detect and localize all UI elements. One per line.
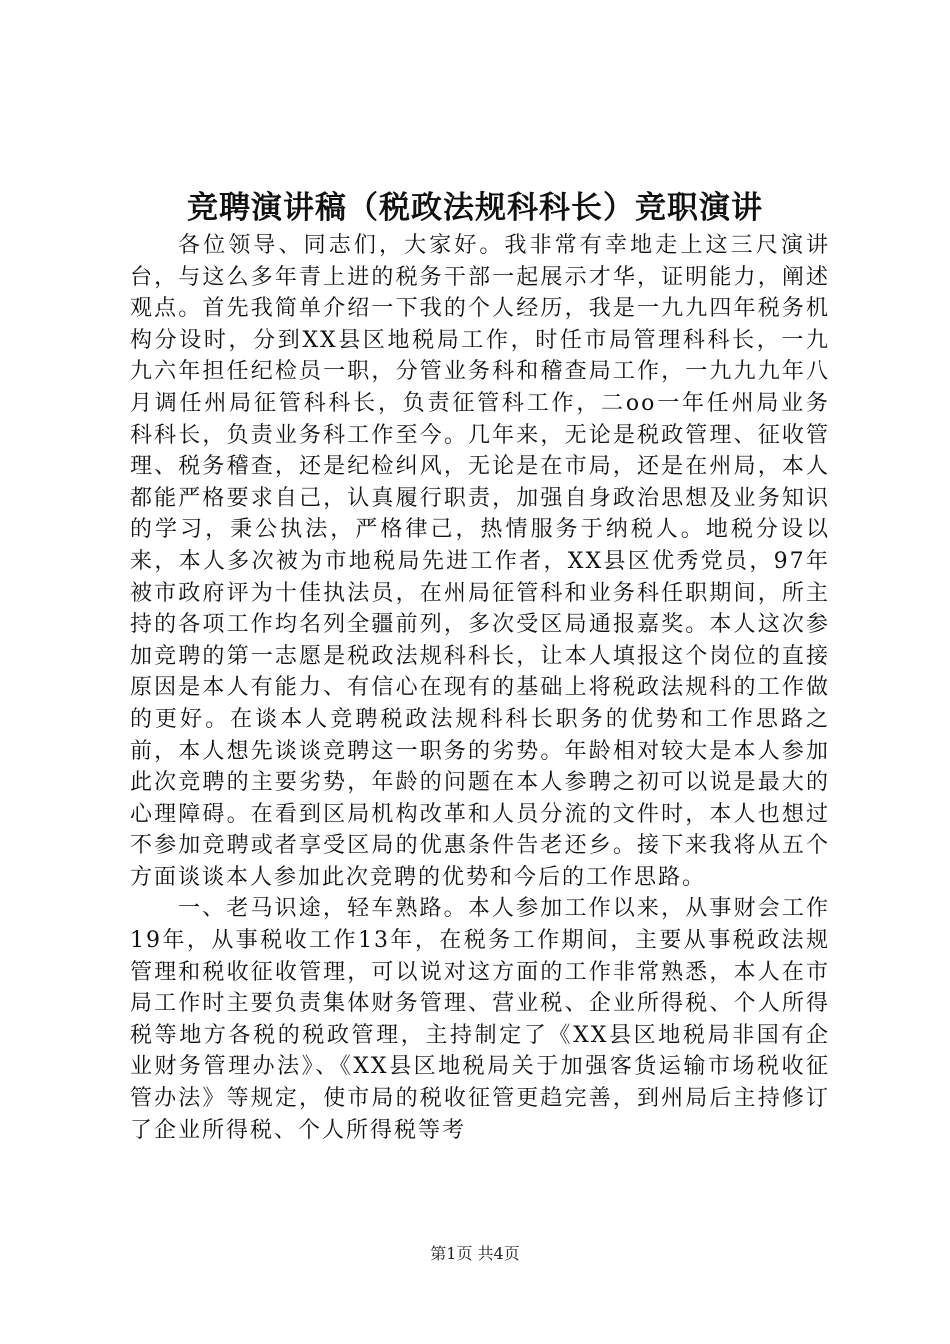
- paragraph-intro: 各位领导、同志们，大家好。我非常有幸地走上这三尺演讲台，与这么多年青上进的税务干部一起展示才华，证明能力，阐述观点。首先我简单介绍一下我的个人经历，我是一九九四年税务机构分设时，分到XX县区地税局工作，时任市局管理科科长，一九九六年担任纪检员一职，分管业务科和稽查局工作，一九九九年八月调任州局征管科科长，负责征管科工作，二oo一年任州局业务科科长，负责业务科工作至今。几年来，无论是税政管理、征收管理、税务稽查，还是纪检纠风，无论是在市局，还是在州局，本人都能严格要求自己，认真履行职责，加强自身政治思想及业务知识的学习，秉公执法，严格律己，热情服务于纳税人。地税分设以来，本人多次被为市地税局先进工作者，XX县区优秀党员，97年被市政府评为十佳执法员，在州局征管科和业务科任职期间，所主持的各项工作均名列全疆前列，多次受区局通报嘉奖。本人这次参加竞聘的第一志愿是税政法规科科长，让本人填报这个岗位的直接原因是本人有能力、有信心在现有的基础上将税政法规科的工作做的更好。在谈本人竞聘税政法规科科长职务的优势和工作思路之前，本人想先谈谈竞聘这一职务的劣势。年龄相对较大是本人参加此次竞聘的主要劣势，年龄的问题在本人参聘之初可以说是最大的心理障碍。在看到区局机构改革和人员分流的文件时，本人也想过不参加竞聘或者享受区局的优惠条件告老还乡。接下来我将从五个方面谈谈本人参加此次竞聘的优势和今后的工作思路。: [130, 233, 830, 890]
- document-body: [130, 230, 830, 1146]
- page-footer: 第1页 共4页: [430, 1244, 520, 1263]
- document-title: 竞聘演讲稿（税政法规科科长）竞职演讲: [187, 190, 763, 226]
- paragraph-point-one: 一、老马识途，轻车熟路。本人参加工作以来，从事财会工作19年，从事税收工作13年，在税务工作期间，主要从事税政法规管理和税收征收管理，可以说对这方面的工作非常熟悉，本人在市局工作时主要负责集体财务管理、营业税、企业所得税、个人所得税等地方各税的税政管理，主持制定了《XX县区地税局非国有企业财务管理办法》、《XX县区地税局关于加强客货运输市场税收征管办法》等规定，使市局的税收征管更趋完善，到州局后主持修订了企业所得税、个人所得税等考: [130, 896, 830, 1143]
